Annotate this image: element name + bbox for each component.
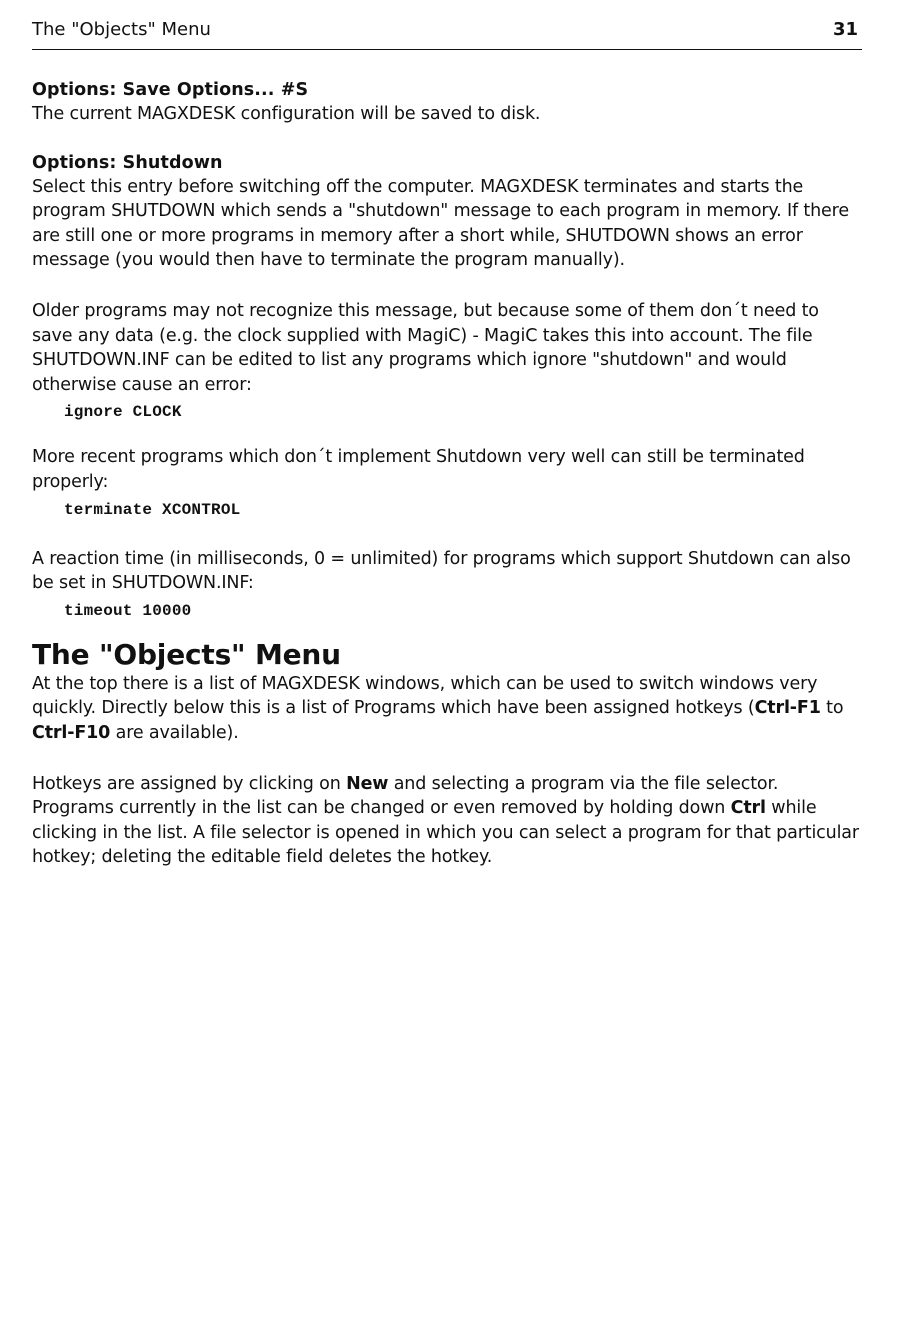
objects-p2-text-d: while clicking in the list. A file selector is opened in which you can select a program for that particular hotkey; deleting the editable field deletes the hotkey. bbox=[32, 798, 859, 868]
shutdown-section bbox=[32, 151, 862, 622]
objects-menu-paragraph-2 bbox=[32, 772, 862, 870]
objects-p2-text-c: and selecting a program via the file selector. Programs currently in the list can be changed or even removed by holding down bbox=[32, 773, 779, 819]
hotkey-ctrl-f10: Ctrl-F10 bbox=[32, 722, 111, 743]
document-page bbox=[32, 18, 862, 870]
objects-menu-heading: The "Objects" Menu bbox=[32, 637, 341, 671]
shutdown-paragraph-3: More recent programs which don´t implement Shutdown very well can still be terminated properly: bbox=[32, 447, 805, 492]
code-timeout: timeout 10000 bbox=[64, 601, 192, 620]
objects-menu-paragraph-1 bbox=[32, 672, 862, 746]
save-options-heading: Options: Save Options... #S bbox=[32, 80, 309, 100]
page-number: 31 bbox=[832, 19, 858, 40]
code-terminate-xcontrol: terminate XCONTROL bbox=[64, 500, 241, 519]
ctrl-term: Ctrl bbox=[730, 798, 766, 819]
save-options-body: The current MAGXDESK configuration will be saved to disk. bbox=[32, 104, 541, 124]
code-ignore-clock: ignore CLOCK bbox=[64, 403, 182, 422]
objects-menu-section bbox=[32, 638, 862, 870]
objects-p1-text-d: are available). bbox=[110, 722, 239, 743]
objects-p1-text-a: At the top there is a list of MAGXDESK windows, which can be used to switch windows very quickly. Directly below this is a list of Programs which have been assigned hotkeys ( bbox=[32, 673, 818, 719]
shutdown-heading: Options: Shutdown bbox=[32, 152, 223, 173]
new-term: New bbox=[346, 773, 389, 794]
running-title: The "Objects" Menu bbox=[32, 19, 211, 40]
save-options-section bbox=[32, 78, 862, 127]
shutdown-paragraph-4: A reaction time (in milliseconds, 0 = unlimited) for programs which support Shutdown can also be set in SHUTDOWN.INF: bbox=[32, 548, 851, 594]
shutdown-paragraph-1: Select this entry before switching off the computer. MAGXDESK terminates and starts the program SHUTDOWN which sends a "shutdown" message to each program in memory. If there are still one or more programs in memory after a short while, SHUTDOWN shows an error message (you would then have to terminate the program manually). bbox=[32, 176, 849, 271]
objects-p1-text-c: to bbox=[820, 698, 844, 719]
running-header bbox=[32, 18, 862, 50]
hotkey-ctrl-f1: Ctrl-F1 bbox=[754, 698, 821, 719]
objects-p2-text-a: Hotkeys are assigned by clicking on bbox=[32, 773, 347, 794]
shutdown-paragraph-2: Older programs may not recognize this message, but because some of them don´t need to save any data (e.g. the clock supplied with MagiC) - MagiC takes this into account. The file SHUTDOWN.INF can be edited to list any programs which ignore "shutdown" and would otherwise cause an error: bbox=[32, 300, 819, 395]
